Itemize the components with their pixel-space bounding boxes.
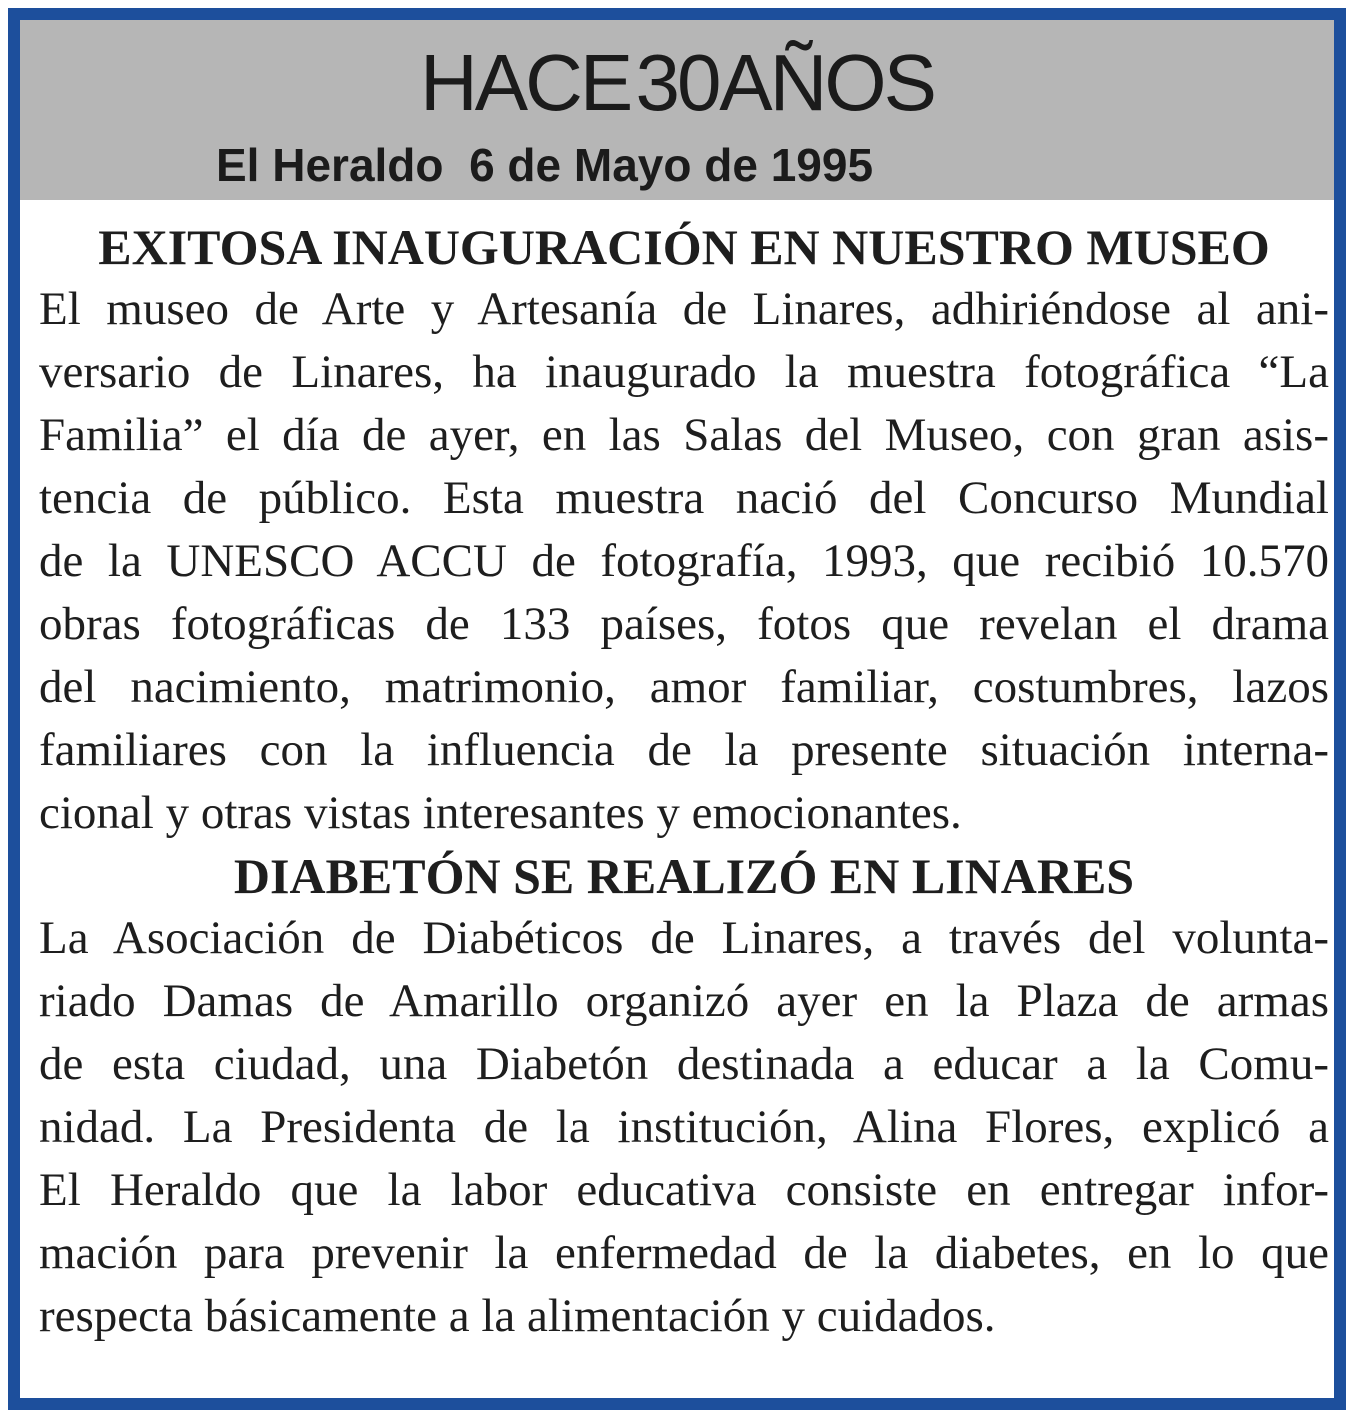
body-line: La Asociación de Diabéticos de Linares, a través del volunta-	[39, 912, 1329, 964]
header-title: HACE 30 AÑOS	[419, 38, 934, 127]
body-line: del nacimiento, matrimonio, amor familiar, costumbres, lazos	[39, 661, 1329, 713]
body-line: versario de Linares, ha inaugurado la muestra fotográfica “La	[39, 346, 1329, 398]
body-line: obras fotográficas de 133 países, fotos que revelan el drama	[39, 598, 1329, 650]
body-line: riado Damas de Amarillo organizó ayer en la Plaza de armas	[39, 975, 1329, 1027]
body-line: Familia” el día de ayer, en las Salas del Museo, con gran asis-	[39, 409, 1329, 461]
header-banner	[20, 20, 1334, 200]
body-line: de esta ciudad, una Diabetón destinada a educar a la Comu-	[39, 1038, 1329, 1090]
article-headline: EXITOSA INAUGURACIÓN EN NUESTRO MUSEO	[98, 219, 1270, 275]
article-body	[39, 278, 1329, 845]
body-line: mación para prevenir la enfermedad de la diabetes, en lo que	[39, 1227, 1329, 1279]
body-line: nidad. La Presidenta de la institución, Alina Flores, explicó a	[39, 1101, 1329, 1153]
body-line: El Heraldo que la labor educativa consiste en entregar infor-	[39, 1164, 1329, 1216]
article-headline: DIABETÓN SE REALIZÓ EN LINARES	[233, 848, 1135, 904]
article-content	[39, 216, 1329, 1348]
article-frame	[8, 8, 1346, 1410]
body-line: de la UNESCO ACCU de fotografía, 1993, que recibió 10.570	[39, 535, 1329, 587]
body-line: cional y otras vistas interesantes y emocionantes.	[39, 787, 962, 839]
body-line: El museo de Arte y Artesanía de Linares, adhiriéndose al ani-	[39, 283, 1329, 335]
body-line: familiares con la influencia de la presente situación interna-	[39, 724, 1329, 776]
header-subtitle: El Heraldo 6 de Mayo de 1995	[216, 139, 874, 191]
body-line: tencia de público. Esta muestra nació del Concurso Mundial	[39, 472, 1329, 524]
article-body	[39, 907, 1329, 1348]
body-line: respecta básicamente a la alimentación y cuidados.	[39, 1290, 996, 1342]
